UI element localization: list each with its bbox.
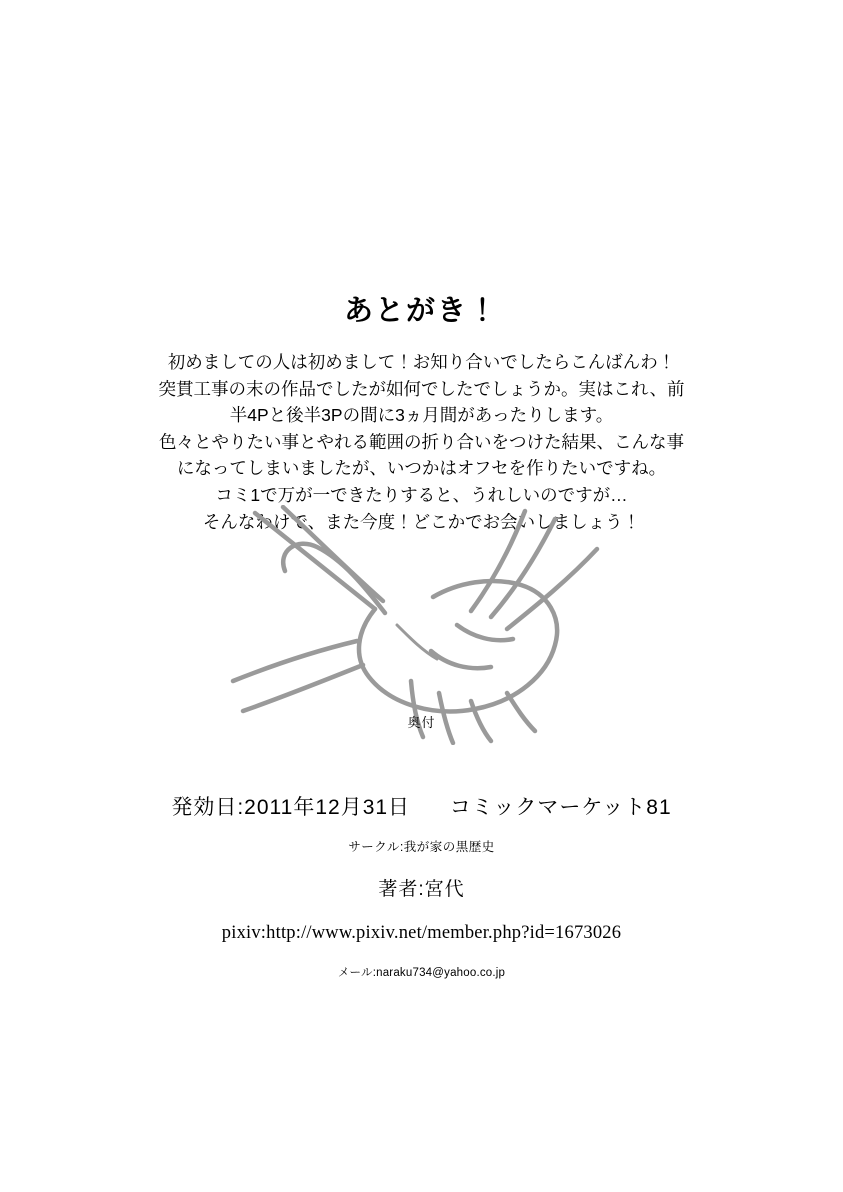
afterword-line: 突貫工事の末の作品でしたが如何でしたでしょうか。実はこれ、前 — [158, 378, 685, 399]
author-name: 著者:宮代 — [378, 879, 465, 901]
event-name: コミックマーケット81 — [449, 796, 672, 819]
colophon-caption: 奥付 — [407, 715, 436, 730]
pixiv-link[interactable]: pixiv:http://www.pixiv.net/member.php?id=1673026 — [221, 923, 622, 944]
circle-name: サークル:我が家の黒歴史 — [348, 840, 495, 855]
afterword-line: 色々とやりたい事とやれる範囲の折り合いをつけた結果、こんな事 — [159, 431, 684, 452]
afterword-line: コミ1で万が一できたりすると、うれしいのですが… — [215, 484, 628, 505]
colophon-block — [0, 795, 843, 980]
page-title: あとがき！ — [343, 295, 499, 327]
colophon-date-row — [0, 795, 843, 820]
publication-date: 発効日:2011年12月31日 — [171, 796, 411, 819]
hand-sketch-illustration — [225, 505, 625, 745]
afterword-line: になってしまいましたが、いつかはオフセを作りたいですね。 — [176, 458, 667, 479]
email-address[interactable]: メール:naraku734@yahoo.co.jp — [337, 967, 506, 980]
afterword-line: 半4Pと後半3Pの間に3ヵ月間があったりします。 — [229, 405, 614, 426]
afterword-line: 初めましての人は初めまして！お知り合いでしたらこんばんわ！ — [167, 352, 676, 372]
afterword-line: そんなわけで、また今度！どこかでお会いしましょう！ — [202, 511, 641, 532]
